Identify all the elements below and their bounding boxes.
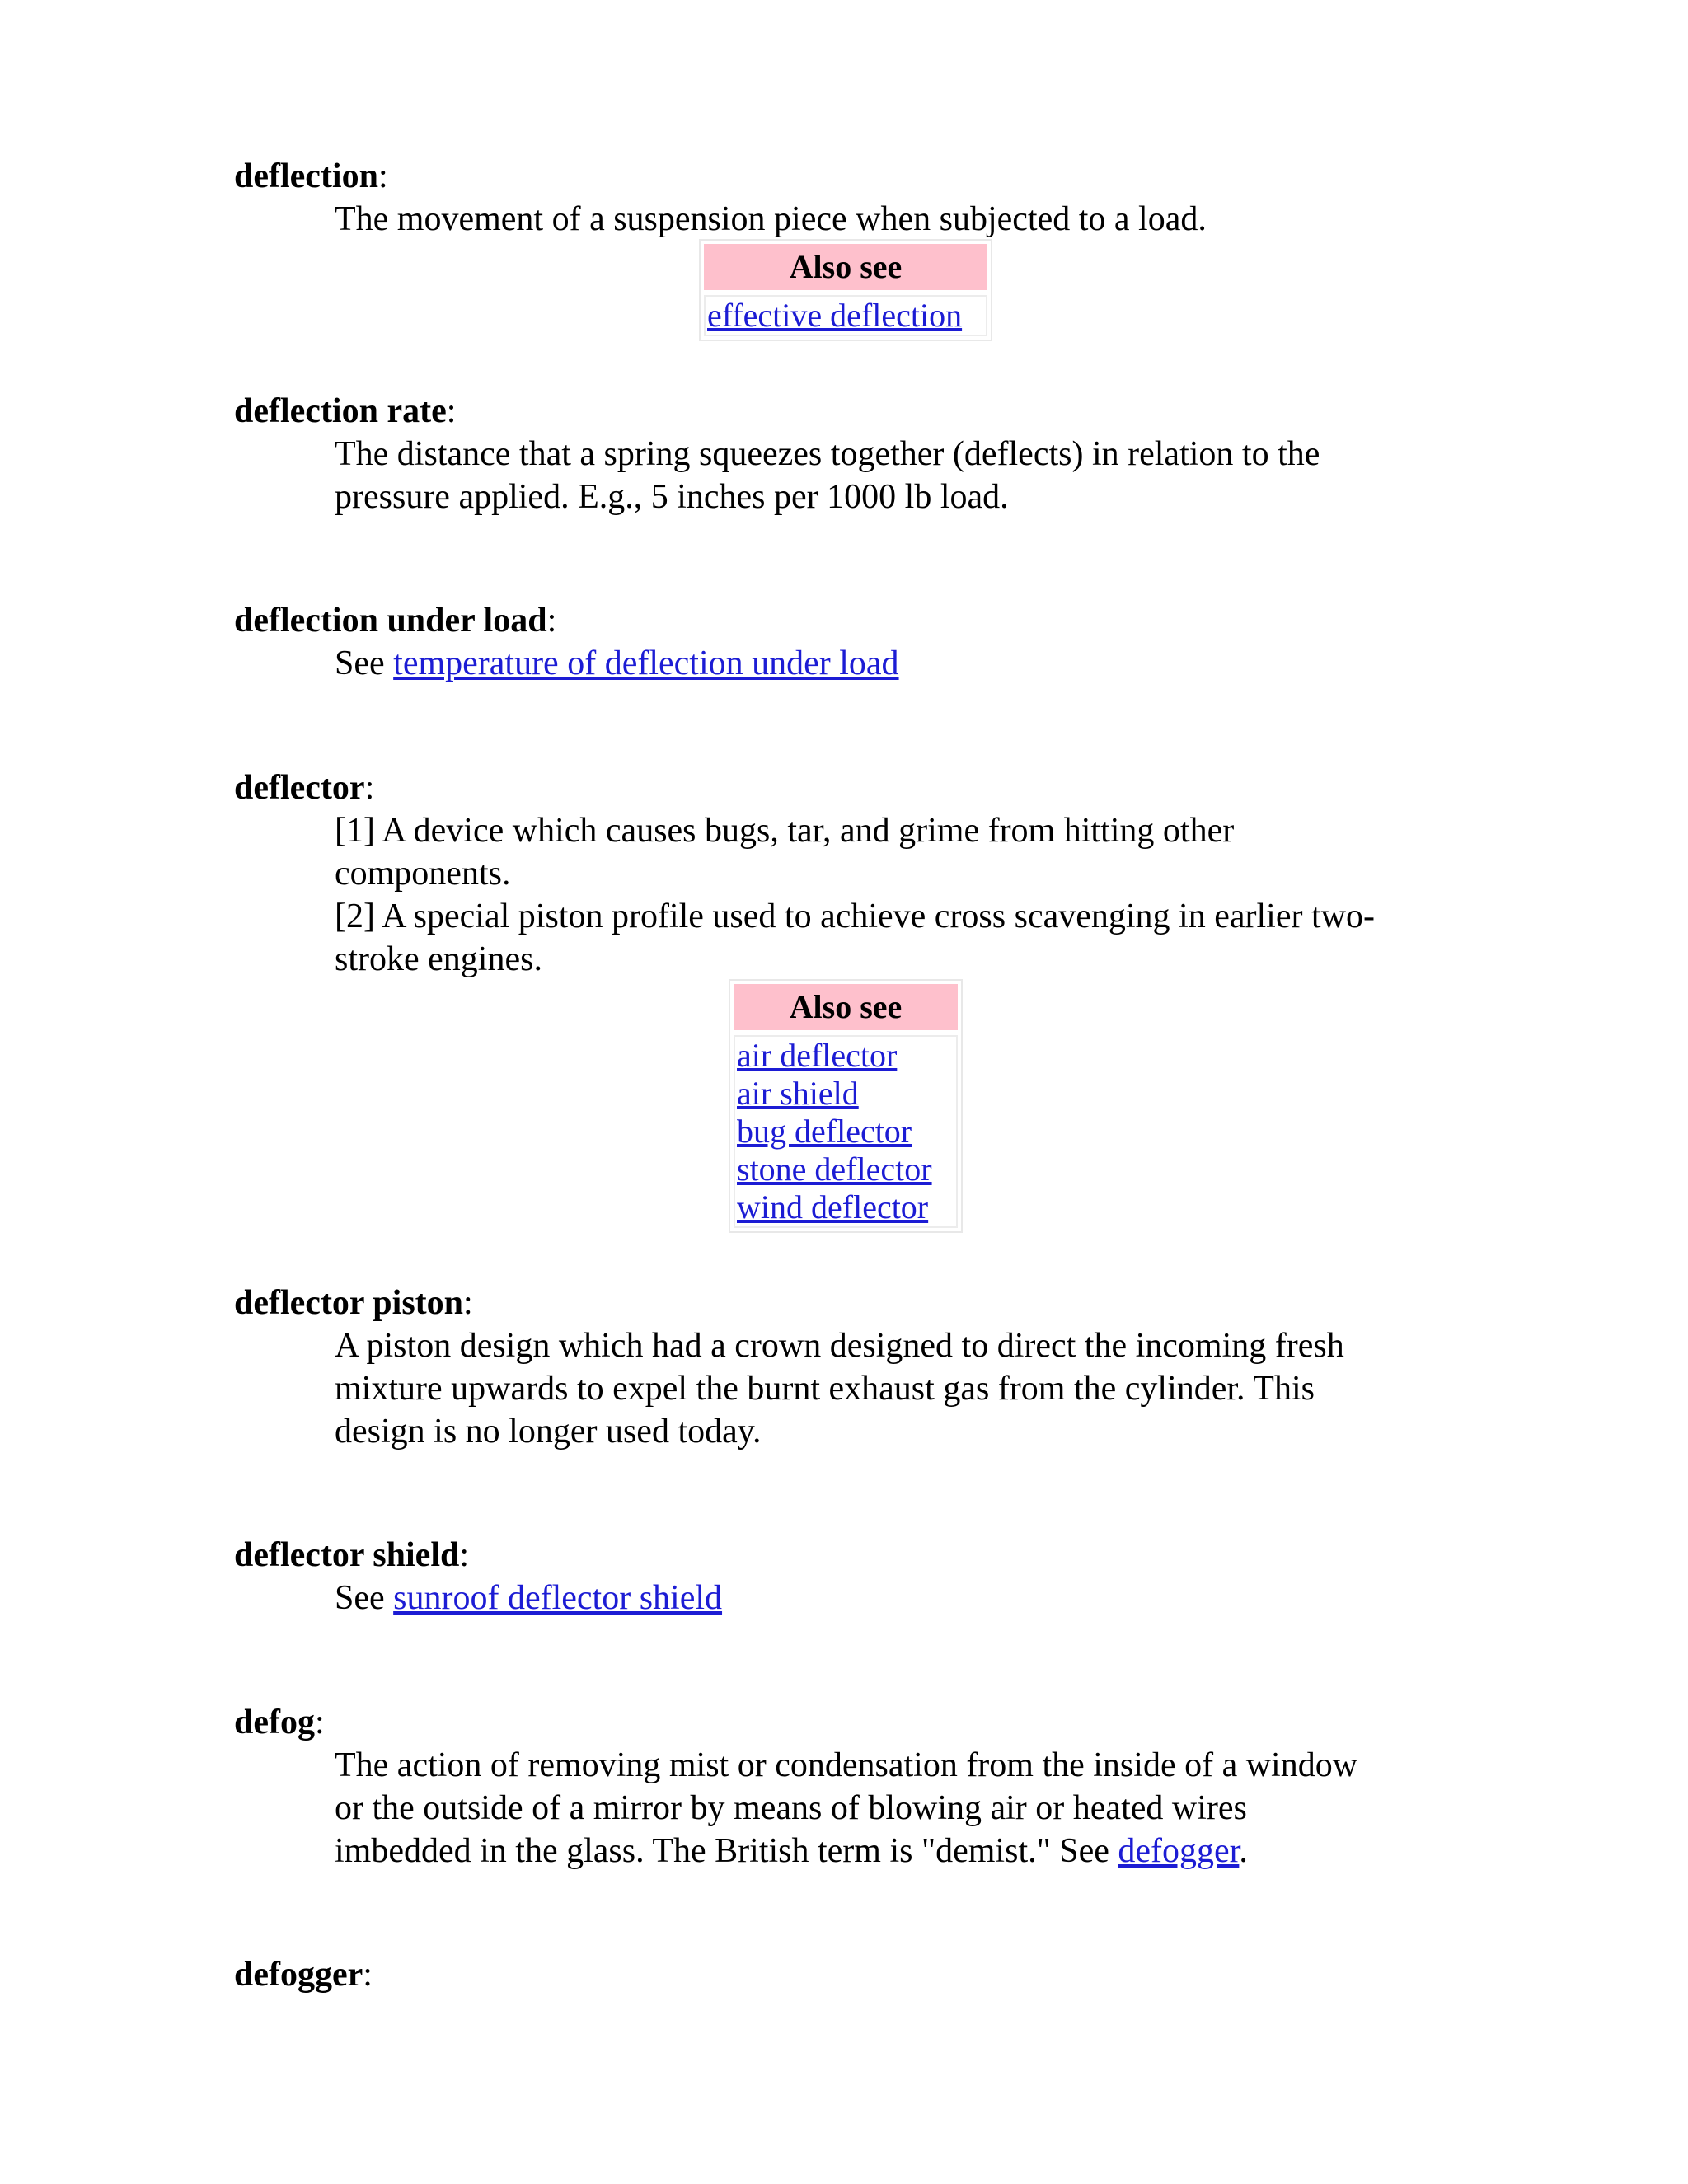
definition-line: A piston design which had a crown designed to direct the incoming fresh (335, 1327, 1344, 1365)
term-name: deflection rate (234, 392, 447, 430)
definition (335, 1324, 1472, 1453)
definition-line: stroke engines. (335, 940, 542, 978)
definition-line: or the outside of a mirror by means of blowing air or heated wires (335, 1789, 1247, 1827)
definition-text: imbedded in the glass. The British term is "demist." See (335, 1832, 1118, 1870)
definition-period: . (1239, 1832, 1248, 1870)
entry-deflector-shield (234, 1534, 1470, 1619)
see-prefix: See (335, 644, 394, 682)
definition-line: mixture upwards to expel the burnt exhaust gas from the cylinder. This (335, 1370, 1315, 1408)
term-heading (234, 1282, 1470, 1324)
term-name: deflector (234, 769, 365, 807)
entry-deflector (234, 766, 1470, 981)
definition-line (335, 642, 1472, 685)
definition (335, 642, 1472, 685)
also-see-link-wind-deflector[interactable]: wind deflector (737, 1188, 929, 1226)
term-heading (234, 390, 1470, 433)
term-heading (234, 599, 1470, 642)
definition (335, 809, 1472, 981)
see-link-temperature-of-deflection-under-load[interactable]: temperature of deflection under load (393, 644, 899, 682)
definition (335, 198, 1472, 241)
definition-line (335, 1830, 1472, 1872)
also-see-link-bug-deflector[interactable]: bug deflector (737, 1113, 912, 1150)
entry-deflector-piston (234, 1282, 1470, 1453)
definition-line: pressure applied. E.g., 5 inches per 1000 lb load. (335, 478, 1009, 516)
term-name: deflector piston (234, 1284, 464, 1322)
also-see-heading: Also see (734, 984, 958, 1030)
definition (335, 1577, 1472, 1619)
definition (335, 1744, 1472, 1872)
see-link-defogger[interactable]: defogger (1118, 1832, 1240, 1870)
term-heading (234, 1534, 1470, 1577)
term-heading (234, 1953, 1470, 1996)
definition-line (335, 1577, 1472, 1619)
see-link-sunroof-deflector-shield[interactable]: sunroof deflector shield (393, 1579, 723, 1617)
term-colon: : (459, 1536, 470, 1574)
also-see-list (704, 295, 987, 336)
entry-defogger (234, 1953, 1470, 1996)
entry-defog (234, 1701, 1470, 1872)
term-name: deflection (234, 157, 378, 195)
term-name: deflection under load (234, 602, 547, 640)
definition-line: [2] A special piston profile used to achieve cross scavenging in earlier two- (335, 898, 1375, 935)
term-colon: : (446, 392, 457, 430)
also-see-box-deflector (729, 979, 963, 1233)
term-heading (234, 1701, 1470, 1744)
term-colon: : (377, 157, 388, 195)
entry-deflection-under-load (234, 599, 1470, 685)
term-name: defog (234, 1704, 315, 1741)
term-name: deflector shield (234, 1536, 460, 1574)
also-see-link-air-deflector[interactable]: air deflector (737, 1037, 898, 1074)
also-see-link-air-shield[interactable]: air shield (737, 1075, 859, 1112)
also-see-list (734, 1035, 958, 1228)
definition-line: The action of removing mist or condensation from the inside of a window (335, 1746, 1358, 1784)
definition-line: components. (335, 855, 511, 893)
definition-line: The movement of a suspension piece when subjected to a load. (335, 200, 1207, 238)
definition-line: [1] A device which causes bugs, tar, and grime from hitting other (335, 812, 1235, 850)
term-colon: : (463, 1284, 473, 1322)
also-see-box-deflection (699, 239, 992, 341)
term-colon: : (546, 602, 557, 640)
also-see-heading: Also see (704, 244, 987, 290)
term-heading (234, 766, 1470, 809)
term-heading (234, 155, 1470, 198)
also-see-link-stone-deflector[interactable]: stone deflector (737, 1151, 932, 1188)
entry-deflection-rate (234, 390, 1470, 518)
term-colon: : (364, 769, 375, 807)
definition-line: The distance that a spring squeezes together (deflects) in relation to the (335, 435, 1320, 473)
also-see-link-effective-deflection[interactable]: effective deflection (707, 297, 963, 334)
definition-line: design is no longer used today. (335, 1413, 762, 1451)
see-prefix: See (335, 1579, 394, 1617)
term-colon: : (315, 1704, 325, 1741)
entry-deflection (234, 155, 1470, 241)
term-name: defogger (234, 1956, 363, 1994)
term-colon: : (363, 1956, 373, 1994)
definition (335, 433, 1472, 518)
